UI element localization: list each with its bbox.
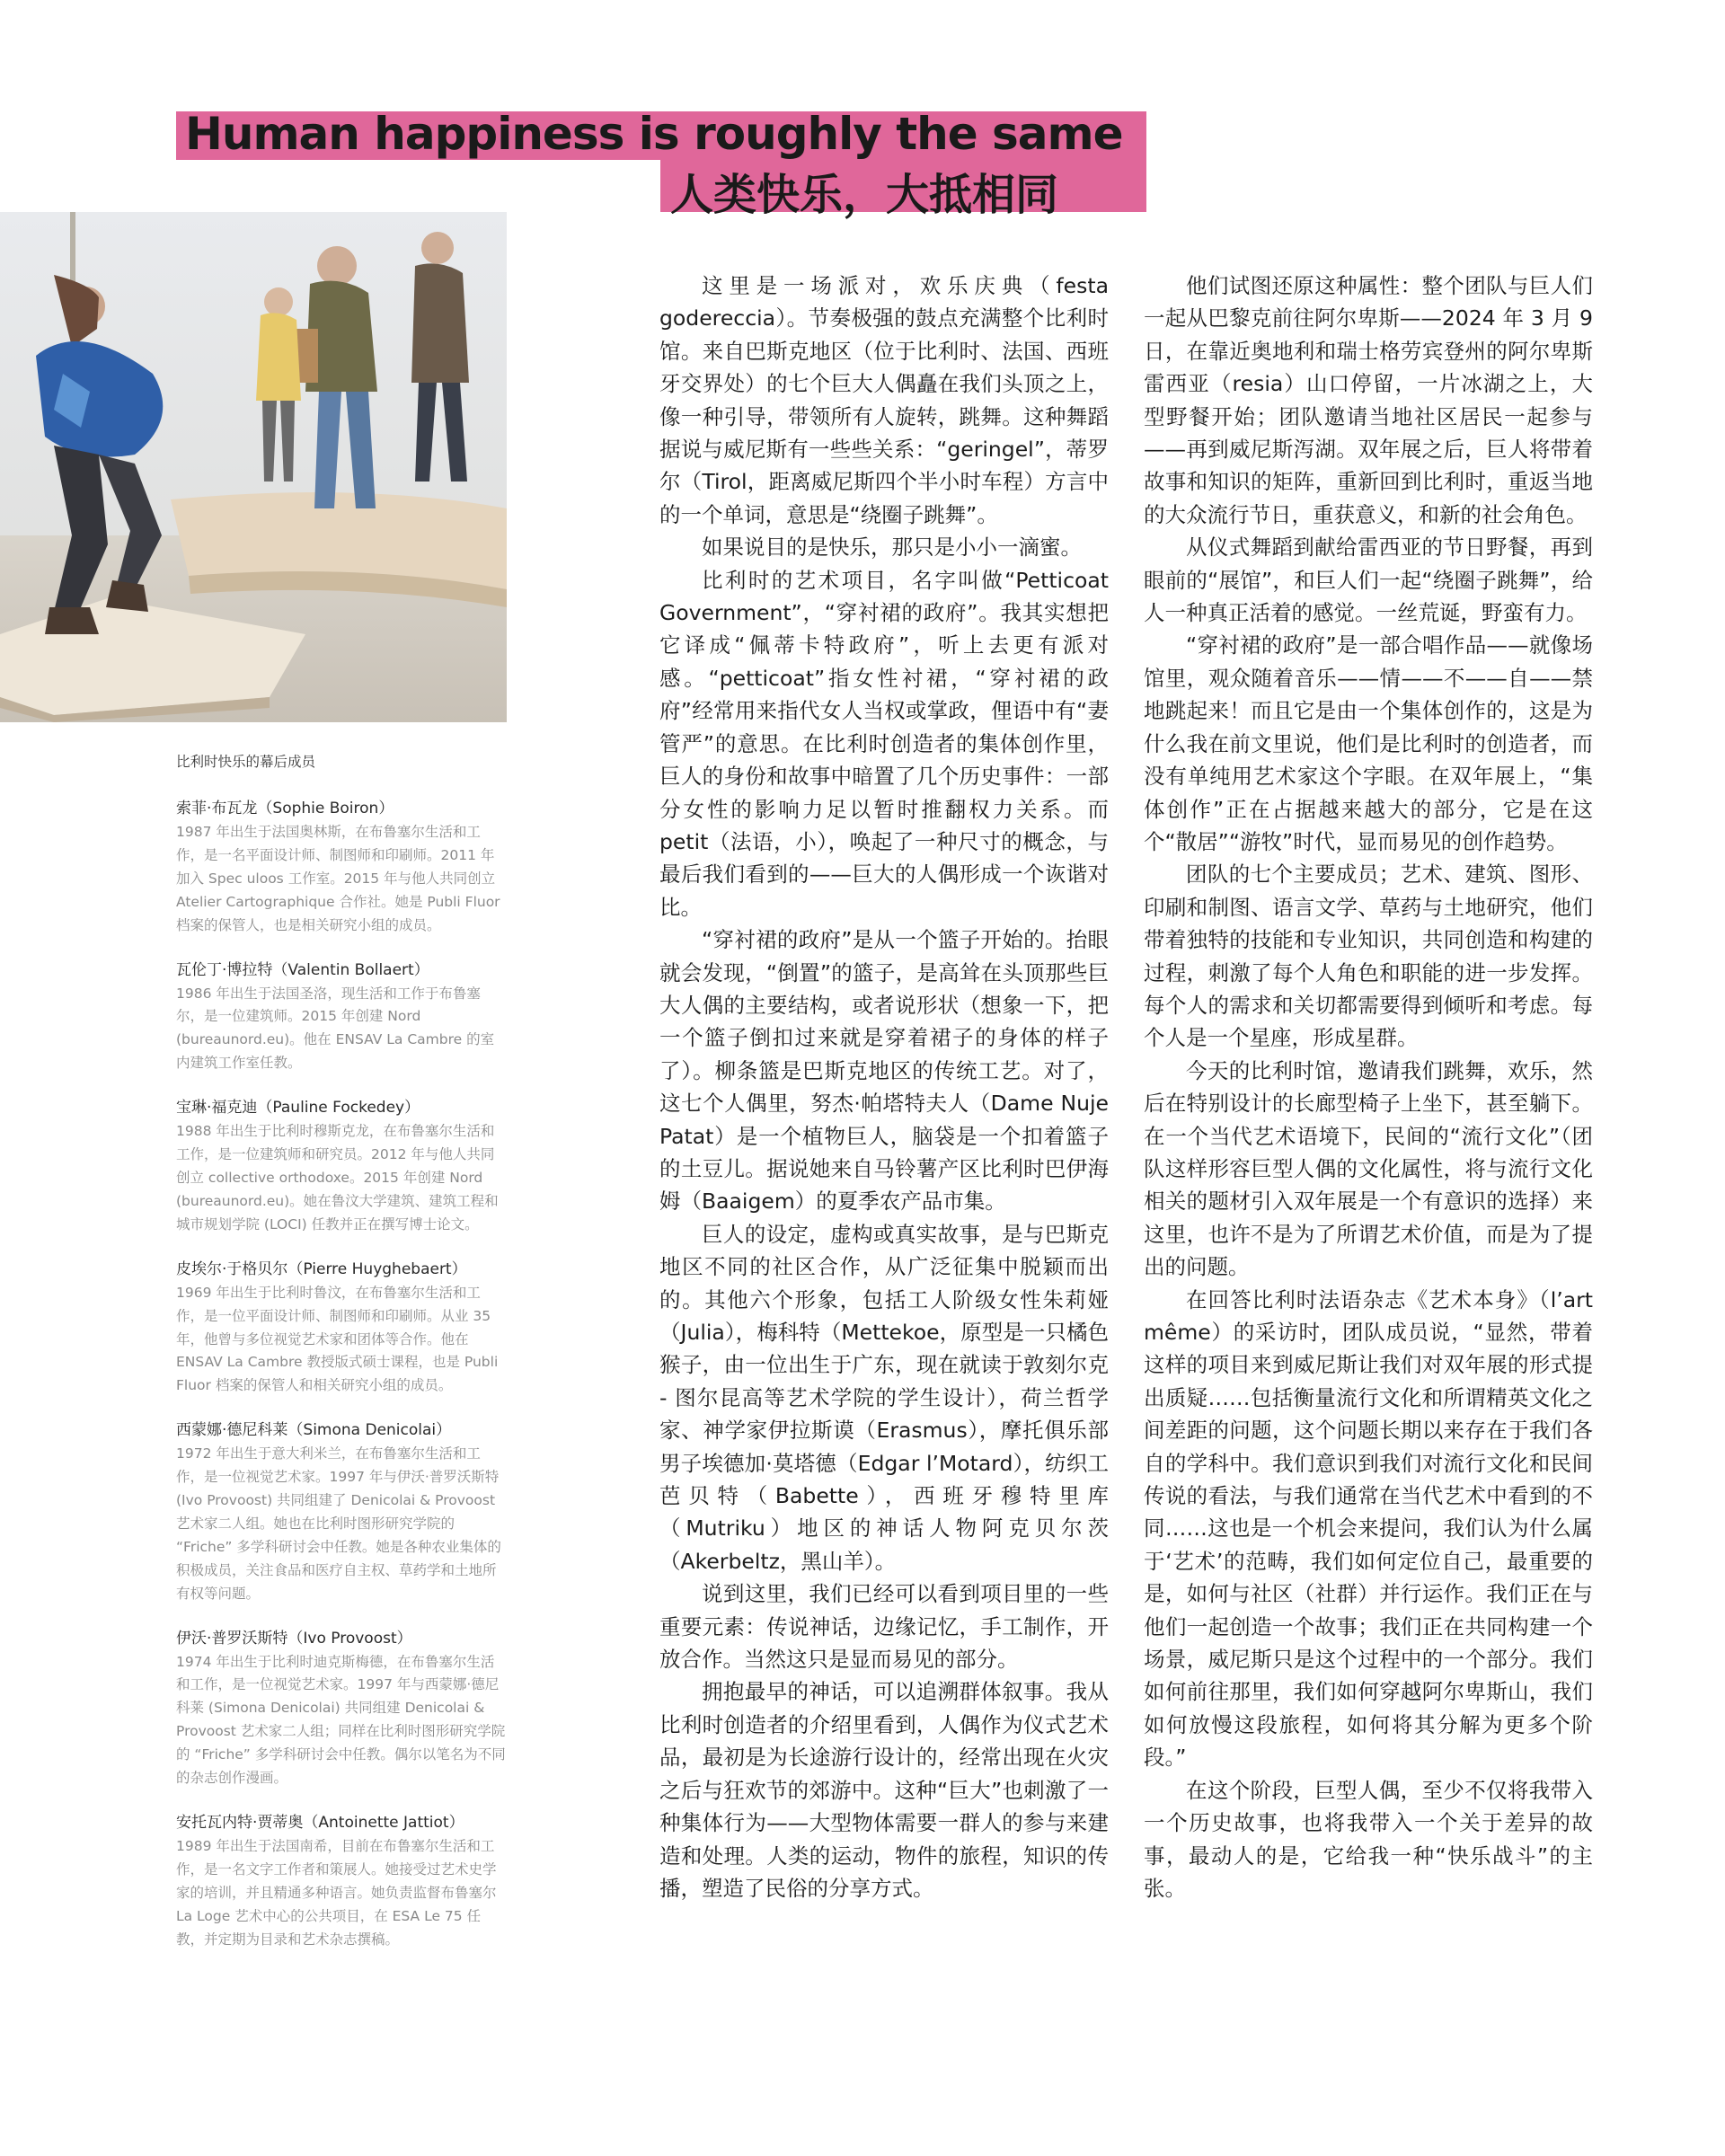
member-bio: 1986 年出生于法国圣洛，现生活和工作于布鲁塞尔，是一位建筑师。2015 年创建 Nord (bureaunord.eu)。他在 ENSAV La Cambre 的室内建筑工作室任教。 [176, 985, 495, 1072]
member-entry [176, 798, 507, 938]
member-entry [176, 1419, 507, 1605]
member-bio: 1969 年出生于比利时鲁汶，在布鲁塞尔生活和工作，是一位平面设计师、制图师和印刷师。从业 35 年，他曾与多位视觉艺术家和团体等合作。他在 ENSAV La Cambre 教授版式硕士课程，也是 Publi Fluor 档案的保管人和相关研究小组的成员。 [176, 1284, 499, 1394]
article-column-2 [1144, 270, 1593, 1904]
article-title-en: Human happiness is roughly the same [185, 108, 1123, 160]
member-entry [176, 959, 507, 1076]
member-name: 安托瓦内特·贾蒂奥（Antoinette Jattiot） [176, 1814, 464, 1832]
photo-illustration [0, 212, 507, 722]
member-name: 伊沃·普罗沃斯特（Ivo Provoost） [176, 1629, 412, 1648]
member-name: 宝琳·福克迪（Pauline Fockedey） [176, 1099, 420, 1118]
member-name: 皮埃尔·于格贝尔（Pierre Huyghebaert） [176, 1259, 467, 1278]
paragraph: 如果说目的是快乐，那只是小小一滴蜜。 [702, 535, 1082, 561]
member-name: 瓦伦丁·博拉特（Valentin Bollaert） [176, 960, 429, 979]
paragraph: 比利时的艺术项目，名字叫做“Petticoat Government”，“穿衬裙的政府”。我其实想把它译成“佩蒂卡特政府”，听上去更有派对感。“petticoat”指女性衬裙，“穿衬裙的政府”经常用来指代女人当权或掌政，俚语中有“妻管严”的意思。在比利时创造者的集体创作里，巨人的身份和故事中暗置了几个历史事件：一部分女性的影响力足以暂时推翻权力关系。而 petit（法语，小），唤起了一种尺寸的概念，与最后我们看到的——巨大的人偶形成一个诙谐对比。 [659, 567, 1109, 920]
contributors-sidebar [176, 751, 507, 1974]
member-bio: 1972 年出生于意大利米兰，在布鲁塞尔生活和工作，是一位视觉艺术家。1997 年与伊沃·普罗沃斯特 (Ivo Provoost) 共同组建了 Denicolai & Provoost 艺术家二人组。她也在比利时图形研究学院的 “Friche” 多学科研讨会中任教。她是各种农业集体的积极成员，关注食品和医疗自主权、草药学和土地所有权等问题。 [176, 1445, 501, 1602]
paragraph: “穿衬裙的政府”是从一个篮子开始的。抬眼就会发现，“倒置”的篮子，是高耸在头顶那些巨大人偶的主要结构，或者说形状（想象一下，把一个篮子倒扣过来就是穿着裙子的身体的样子了）。柳条篮是巴斯克地区的传统工艺。对了，这七个人偶里，努杰·帕塔特夫人（Dame Nuje Patat）是一个植物巨人，脑袋是一个扣着篮子的土豆儿。据说她来自马铃薯产区比利时巴伊海姆（Baaigem）的夏季农产品市集。 [659, 927, 1109, 1215]
member-bio: 1974 年出生于比利时迪克斯梅德，在布鲁塞尔生活和工作，是一位视觉艺术家。1997 年与西蒙娜·德尼科莱 (Simona Denicolai) 共同组建 Denicolai & Provoost 艺术家二人组；同样在比利时图形研究学院的 “Friche” 多学科研讨会中任教。偶尔以笔名为不同的杂志创作漫画。 [176, 1653, 506, 1787]
paragraph: 拥抱最早的神话，可以追溯群体叙事。我从比利时创造者的介绍里看到，人偶作为仪式艺术品，最初是为长途游行设计的，经常出现在火灾之后与狂欢节的郊游中。这种“巨大”也刺激了一种集体行为——大型物体需要一群人的参与来建造和处理。人类的运动，物件的旅程，知识的传播，塑造了民俗的分享方式。 [659, 1679, 1109, 1901]
paragraph: “穿衬裙的政府”是一部合唱作品——就像场馆里，观众随着音乐——情——不——自——禁地跳起来！而且它是由一个集体创作的，这是为什么我在前文里说，他们是比利时的创造者，而没有单纯用艺术家这个字眼。在双年展上，“集体创作”正在占据越来越大的部分，它是在这个“散居”“游牧”时代，显而易见的创作趋势。 [1144, 632, 1593, 854]
paragraph: 在这个阶段，巨型人偶，至少不仅将我带入一个历史故事，也将我带入一个关于差异的故事，最动人的是，它给我一种“快乐战斗”的主张。 [1144, 1777, 1593, 1901]
sidebar-caption: 比利时快乐的幕后成员 [176, 754, 316, 770]
member-entry [176, 1628, 507, 1790]
paragraph: 今天的比利时馆，邀请我们跳舞，欢乐，然后在特别设计的长廊型椅子上坐下，甚至躺下。在一个当代艺术语境下，民间的“流行文化”（团队这样形容巨型人偶的文化属性，将与流行文化相关的题材引入双年展是一个有意识的选择）来这里，也许不是为了所谓艺术价值，而是为了提出的问题。 [1144, 1057, 1593, 1280]
article-column-1 [659, 270, 1109, 1904]
member-name: 西蒙娜·德尼科莱（Simona Denicolai） [176, 1421, 452, 1440]
article-title-zh: 人类快乐，大抵相同 [670, 170, 1059, 220]
member-bio: 1987 年出生于法国奥林斯，在布鲁塞尔生活和工作，是一名平面设计师、制图师和印刷师。2011 年加入 Spec uloos 工作室。2015 年与他人共同创立 Atelier Cartographique 合作社。她是 Publi Fluor 档案的保管人，也是相关研究小组的成员。 [176, 824, 500, 933]
member-entry [176, 1259, 507, 1399]
member-entry [176, 1812, 507, 1952]
member-name: 索菲·布瓦龙（Sophie Boiron） [176, 800, 394, 817]
paragraph: 说到这里，我们已经可以看到项目里的一些重要元素：传说神话，边缘记忆，手工制作，开放合作。当然这只是显而易见的部分。 [659, 1581, 1109, 1673]
paragraph: 在回答比利时法语杂志《艺术本身》（l’art même）的采访时，团队成员说，“显然，带着这样的项目来到威尼斯让我们对双年展的形式提出质疑……包括衡量流行文化和所谓精英文化之间差距的问题，这个问题长期以来存在于我们各自的学科中。我们意识到我们对流行文化和民间传说的看法，与我们通常在当代艺术中看到的不同……这也是一个机会来提问，我们认为什么属于‘艺术’的范畴，我们如何定位自己，最重要的是，如何与社区（社群）并行运作。我们正在与他们一起创造一个故事；我们正在共同构建一个场景，威尼斯只是这个过程中的一个部分。我们如何前往那里，我们如何穿越阿尔卑斯山，我们如何放慢这段旅程，如何将其分解为更多个阶段。” [1144, 1286, 1593, 1771]
paragraph: 巨人的设定，虚构或真实故事，是与巴斯克地区不同的社区合作，从广泛征集中脱颖而出的。其他六个形象，包括工人阶级女性朱莉娅（Julia），梅科特（Mettekoe，原型是一只橘色猴子，由一位出生于广东，现在就读于敦刻尔克 - 图尔昆高等艺术学院的学生设计），荷兰哲学家、神学家伊拉斯谟（Erasmus），摩托俱乐部男子埃德加·莫塔德（Edgar l’Motard），纺织工芭贝特（Babette），西班牙穆特里库（Mutriku）地区的神话人物阿克贝尔茨（Akerbeltz，黑山羊）。 [659, 1221, 1109, 1574]
member-bio: 1988 年出生于比利时穆斯克龙，在布鲁塞尔生活和工作，是一位建筑师和研究员。2012 年与他人共同创立 collective orthodoxe。2015 年创建 Nord (bureaunord.eu)。她在鲁汶大学建筑、建筑工程和城市规划学院 (LOCI) 任教并正在撰写博士论文。 [176, 1123, 499, 1233]
member-bio: 1989 年出生于法国南希，目前在布鲁塞尔生活和工作，是一名文字工作者和策展人。她接受过艺术史学家的培训，并且精通多种语言。她负责监督布鲁塞尔 La Loge 艺术中心的公共项目，在 ESA Le 75 任教，并定期为目录和艺术杂志撰稿。 [176, 1838, 497, 1948]
paragraph: 团队的七个主要成员；艺术、建筑、图形、印刷和制图、语言文学、草药与土地研究，他们带着独特的技能和专业知识，共同创造和构建的过程，刺激了每个人角色和职能的进一步发挥。每个人的需求和关切都需要得到倾听和考虑。每个人是一个星座，形成星群。 [1144, 862, 1593, 1051]
exhibition-photo [0, 212, 507, 722]
member-entry [176, 1097, 507, 1237]
paragraph: 从仪式舞蹈到献给雷西亚的节日野餐，再到眼前的“展馆”，和巨人们一起“绕圈子跳舞”，给人一种真正活着的感觉。一丝荒诞，野蛮有力。 [1144, 535, 1593, 626]
paragraph: 他们试图还原这种属性：整个团队与巨人们一起从巴黎克前往阿尔卑斯——2024 年 3 月 9 日，在靠近奥地利和瑞士格劳宾登州的阿尔卑斯雷西亚（resia）山口停留，一片冰湖之上，大型野餐开始；团队邀请当地社区居民一起参与——再到威尼斯泻湖。双年展之后，巨人将带着故事和知识的矩阵，重新回到比利时，重返当地的大众流行节日，重获意义，和新的社会角色。 [1144, 273, 1593, 527]
paragraph: 这里是一场派对，欢乐庆典（festa godereccia）。节奏极强的鼓点充满整个比利时馆。来自巴斯克地区（位于比利时、法国、西班牙交界处）的七个巨大人偶矗在我们头顶之上，像一种引导，带领所有人旋转，跳舞。这种舞蹈据说与威尼斯有一些些关系：“geringel”，蒂罗尔（Tirol，距离威尼斯四个半小时车程）方言中的一个单词，意思是“绕圈子跳舞”。 [659, 273, 1109, 527]
